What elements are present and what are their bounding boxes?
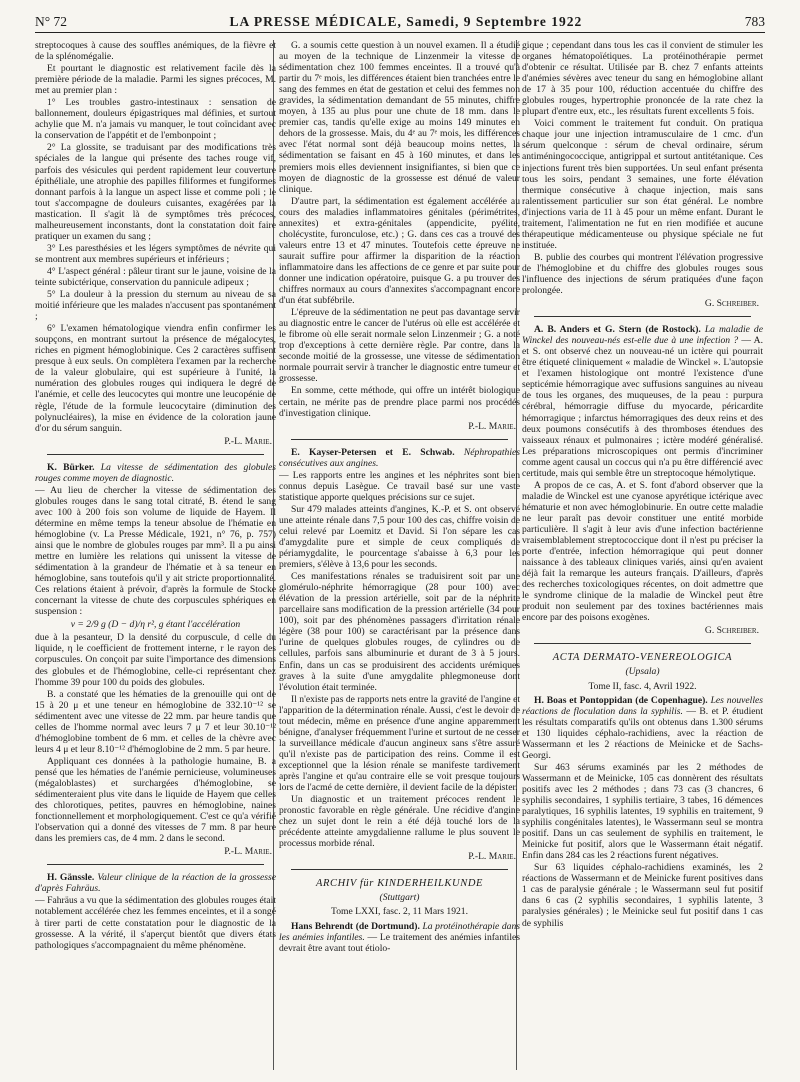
signature: P.-L. Marie. [468,851,516,863]
column-2 [279,40,520,1070]
paragraph: D'autre part, la sédimentation est également accélérée au cours des maladies inflammatoires génitales (périmétrites, annexites) et extra-génitales (appendicite, pyélite, cholécystite, furonculose, etc.) ; G. dans ces cas a trouvé des valeurs entre 13 et 47 minutes. Toutefois cette épreuve ne saurait suffire pour affirmer la disparition de la réaction inflammatoire dans les affections de ce genre et par suite pour donner une indication opératoire, puisque G. a pu trouver des chiffres normaux au cours d'annexites s'accompagnant encore d'un état subfébrile. [279,195,520,307]
journal-heading: ARCHIV für KINDERHEILKUNDE [315,878,484,890]
review-title: Valeur clinique de la réaction de la grossesse d'après Fahräus. [35,872,276,895]
paragraph: 2° La glossite, se traduisant par des modifications très spéciales de la langue qui présente des taches rouge vif, parfois des vésicules qui perdent rapidement leur couverture épithéliale, une atrophie des papilles filiformes et fungiformes donnant parfois à la langue un aspect lisse et comme poli ; le tout s'accompagne de douleurs cuisantes, exagérées par la mastication. Il s'agit là de symptômes très précoces, malheureusement inconstants, dont la constatation doit faire pratiquer un examen du sang ; [35,142,276,242]
column-1 [35,40,276,1070]
section-divider [291,439,508,440]
paragraph: 5° La douleur à la pression du sternum au niveau de sa moitié inférieure que les malades n'accusent pas spontanément ; [35,289,276,323]
paragraph: 1° Les troubles gastro-intestinaux : sensation de ballonnement, douleurs épigastriques mal définies, et surtout achylie que M. n'a jamais vu manquer, le tout coïncidant avec la conservation de l'appétit et de l'embonpoint ; [35,97,276,142]
review-heading [279,447,520,469]
review-title: La protéinothérapie dans les anémies infantiles. [279,920,520,943]
page-number: 783 [744,14,765,29]
paragraph: Sur 463 sérums examinés par les 2 méthodes de Wassermann et de Meinicke, 105 cas donnèrent des résultats positifs avec les 2 méthodes ; dans 73 cas (3 chancres, 6 syphilis secondaires, 1 syphilis tertiaire, 3 tabes, 16 démences paralytiques, 16 syphilis latentes, 19 syphilis en traitement, 9 syphilis congénitales latentes), le Wassermann seul se montra positif. Dans un cas seulement de syphilis en traitement, le Meinicke fut positif, alors que le Wassermann était négatif. Enfin dans 284 cas les 2 réactions furent négatives. [522,761,763,862]
section-divider [47,454,264,455]
review-heading [279,921,520,954]
review-author: A. B. Anders et G. Stern (de Rostock). [534,324,701,336]
signature: P.-L. Marie. [468,420,516,432]
review-author: H. Boas et Pontoppidan (de Copenhague). [534,694,708,706]
paragraph: A propos de ce cas, A. et S. font d'abord observer que la maladie de Winckel est une cyanose apyrétique ictérique avec hématurie et non avec hémoglobinurie. En outre cette maladie ne leur paraît pas devoir constituer une entité morbide particulière. Il s'agit à leur avis d'une infection bactérienne vraisemblablement streptococcique dont il n'est pu préciser la porte d'entrée, infection hémorragique qui peut donner naissance à des tableaux cliniques variés, ainsi qu'en avaient déjà fait la remarque les auteurs français. D'ailleurs, d'après des recherches toxicologiques récentes, on doit admettre que le syndrome clinique de la maladie de Winckel peut être produit non seulement par des toxines bactériennes mais encore par des poisons exogènes. [522,479,763,624]
header-rule [35,32,765,33]
paragraph: — B. et P. étudient les résultats comparatifs qu'ils ont obtenus dans 1.300 sérums et 130 liquides céphalo-rachidiens, avec la réaction de Wassermann et les 2 réactions de Meinicke et de Sachs-Georgi. [522,705,763,761]
paragraph: Sur 479 malades atteints d'angines, K.-P. et S. ont observé une atteinte rénale dans 7,5 pour 100 des cas, chiffre voisin de celui relevé par Loemitz et David. Si l'on sépare les cas d'amygdalite pure et simple de ceux compliqués de périamygdalite, le pourcentage s'abaisse à 6,3 pour les premiers, s'élève à 13,6 pour les seconds. [279,503,520,571]
paragraph: Il n'existe pas de rapports nets entre la gravité de l'angine et l'apparition de la détermination rénale. Aussi, c'est le devoir de tout médecin, même en présence d'une angine apparemment bénigne, d'analyser fréquemment l'urine et surtout de ne cesser la surveillance médicale d'aucun angineux sans s'être assuré qu'il n'existe pas de participation des reins. Comme il est exceptionnel que la lésion rénale se manifeste tardivement après l'angine et qu'au contraire elle se voit presque toujours lors de l'acmé de cette dernière, il devient facile de la dépister. [279,693,520,794]
paragraph: gique ; cependant dans tous les cas il convient de stimuler les organes hématopoïétiques. La protéinothérapie permet d'obtenir ce résultat. Utilisée par B. chez 7 enfants atteints d'anémies sévères avec teneur du sang en hémoglobine allant de 17 à 35 pour 100, réduction accentuée du chiffre des globules rouges, hypertrophie prononcée de la rate chez la plupart d'entre eux, etc., les résultats furent excellents 5 fois. [522,40,763,118]
column-3 [522,40,763,1070]
section-divider [534,316,751,317]
review-heading [35,462,276,484]
paragraph: Et pourtant le diagnostic est relativement facile dès la première période de la maladie. Parmi les signes précoces, M. met au premier plan : [35,63,276,97]
issue-number: N° 72 [35,14,68,29]
review-heading [35,872,276,894]
paragraph: — A. et S. ont observé chez un nouveau-né un ictère qui pourrait être étiqueté cliniquement « maladie de Winckel ». L'autopsie et l'examen histologique ont montré l'existence d'une septicémie hémorragique avec suffusions sanguines au niveau de tous les organes, des muqueuses, de la peau : purpura cérébral, hémorragie diffuse du myocarde, péricardite hémorragique ; infarctus hémorragiques des deux reins et des deux poumons consécutifs à des thromboses étendues des vaisseaux rénaux et pulmonaires ; ictère modéré généralisé. Les préparations microscopiques ont permis d'incriminer comme agent causal un coccus qui n'a pu être différencié avec certitude, mais qui semble être un streptocoque hémolytique. [522,335,763,479]
review-heading [522,695,763,761]
review-author: E. Kayser-Petersen et E. Schwab. [291,446,455,458]
signature: P.-L. Marie. [224,435,272,447]
paragraph: Un diagnostic et un traitement précoces rendent le pronostic favorable en règle générale. Une récidive d'angine chez un sujet dont le rein a été déjà touché lors de la précédente atteinte amygdalienne rallume le plus souvent le processus morbide rénal. [279,794,520,850]
signature: G. Schreiber. [704,625,759,637]
paragraph: — Le traitement des anémies infantiles devrait être avant tout étiolo- [279,931,520,954]
masthead-title: LA PRESSE MÉDICALE, Samedi, 9 Septembre 1922 [229,14,583,29]
journal-heading: ACTA DERMATO-VENEREOLOGICA [552,652,733,664]
section-divider [47,864,264,865]
paragraph: En somme, cette méthode, qui offre un intérêt biologique certain, ne mérite pas de prendre place parmi nos procédés d'investigation clinique. [279,385,520,419]
signature: G. Schreiber. [704,298,759,310]
review-title: Néphropathies consécutives aux angines. [279,446,520,469]
paragraph: 6° L'examen hématologique viendra enfin confirmer les soupçons, en montrant surtout la présence de mégalocytes, riches en pigment hémoglobinique. Ces 2 caractères suffisent presque à eux seuls. On complètera l'examen par la recherche de la valeur globulaire, qui est supérieure à l'unité, la numération des globules rouges qui indiquera le degré de l'anémie, et celle des leucocytes qui montre une leucopénie de règle, l'étude de la formule leucocytaire (diminution des polynucléaires), la mise en évidence de la coloration jaune d'or du sérum sanguin. [35,323,276,434]
journal-city: (Upsala) [625,666,660,678]
paragraph: due à la pesanteur, D la densité du corpuscule, d celle du liquide, η le coefficient de frottement interne, r le rayon des corpuscules. On conçoit par suite l'importance des dimensions des globules et de l'hémoglobine, celle-ci représentant chez l'homme 39 pour 100 du poids des globules. [35,632,276,688]
paragraph: — Les rapports entre les angines et les néphrites sont bien connus depuis Lasègue. Ce travail basé sur une vaste statistique apporte quelques précisions sur ce sujet. [279,469,520,503]
paragraph: 3° Les paresthésies et les légers symptômes de névrite qui se montrent aux membres supérieurs et inférieurs ; [35,242,276,265]
journal-issue: Tome LXXI, fasc. 2, 11 Mars 1921. [331,906,468,918]
paragraph: B. a constaté que les hématies de la grenouille qui ont de 15 à 20 μ et une teneur en hémoglobine de 332.10⁻¹² se sédimentent avec une vitesse de 22 mm. par heure tandis que celles de l'homme normal avec leurs 7 μ 7 et leur 30.10⁻¹² d'hémoglobine tombent de 6 mm. et celles de la chèvre avec leurs 4 μ et leur 8.10⁻¹² d'hémoglobine de 2 mm. 5 par heure. [35,688,276,755]
paragraph: — Fahräus a vu que la sédimentation des globules rouges était notablement accélérée chez les femmes enceintes, et il a songé à tirer parti de cette constatation pour le diagnostic de la grossesse. A la vérité, il s'aperçut bientôt que divers états pathologiques s'accompagnaient du même phénomène. [35,895,276,951]
paragraph: Voici comment le traitement fut conduit. On pratiqua chaque jour une injection intramusculaire de 1 cmc. d'un sérum quelconque : sérum de cheval ordinaire, sérum antiméningococcique, antigrippal et surtout antitétanique. Ces injections furent très bien supportées. Un seul enfant présenta tous les soirs, pendant 3 semaines, une forte élévation thermique consécutive à chaque injection, mais sans ralentissement particulier sur son état général. Le nombre d'injections varia de 11 à 45 pour un même enfant. Durant le traitement, l'alimentation ne fut en rien modifiée et aucune thérapeutique médicamenteuse ou physique spéciale ne fut instituée. [522,118,763,251]
journal-city: (Stuttgart) [379,892,420,904]
paragraph: B. publie des courbes qui montrent l'élévation progressive de l'hémoglobine et du chiffre des globules rouges sous l'influence des injections de sérum pratiquées d'une façon prolongée. [522,251,763,297]
review-title: La vitesse de sédimentation des globules rouges comme moyen de diagnostic. [35,461,276,484]
stokes-formula: v = 2/9 g (D − d)/η r², g étant l'accélération [70,619,241,631]
section-divider [291,869,508,870]
paragraph: streptocoques à cause des souffles anémiques, de la fièvre et de la splénomégalie. [35,40,276,63]
paragraph: — Au lieu de chercher la vitesse de sédimentation des globules rouges dans le sang total citraté, B. étend le sang avec 100 à 200 fois son volume de liquide de Hayem. Il détermine en même temps la teneur absolue de l'hématie en hémoglobine (v. La Presse Médicale, 1921, n° 76, p. 757) ainsi que le nombre de globules rouges par mm³. Il a pu ainsi mettre en lumière les relations qui unissent la vitesse de sédimentation à la grandeur de l'hématie et à sa teneur en hémoglobine, sans toutefois qu'il y ait stricte proportionnalité. Ces relations étaient à prévoir, d'après la formule de Stocke concernant la vitesse de chute des corpuscules sphériques en suspension : [35,484,276,618]
paragraph: L'épreuve de la sédimentation ne peut pas davantage servir au diagnostic entre le cancer de l'utérus où elle est accélérée et le fibrome où elle serait normale selon Linzenmeir ; G. a noté trop d'exceptions à cette dernière règle. Par contre, dans la seconde moitié de la grossesse, une vitesse de sédimentation normale pourrait servir à trancher le diagnostic entre tumeur et grossesse. [279,307,520,385]
paragraph: Ces manifestations rénales se traduisirent soit par une glomérulo-néphrite hémorragique (28 pour 100) avec élévation de la pression artérielle, soit par de la néphrite parcellaire sans modification de la pression artérielle (34 pour 100), soit par des phénomènes passagers d'irritation rénale légère (38 pour 100) se caractérisant par la présence dans l'urine de quelques globules rouges, de cylindres ou de cellules, parfois sans albuminurie et durant de 3 à 5 jours. Enfin, dans un cas se produisirent des accidents urémiques graves à la suite d'une amygdalite phlegmoneuse dont l'évolution était terminée. [279,571,520,693]
review-heading [522,324,763,479]
review-title: La maladie de Winckel des nouveau-nés est-elle due à une infection ? [522,324,763,347]
review-author: K. Bürker. [47,461,95,473]
paragraph: G. a soumis cette question à un nouvel examen. Il a étudié au moyen de la technique de Linzenmeir la vitesse de sédimentation chez 100 femmes enceintes. Il a trouvé qu'à partir du 7ᵉ mois, les différences étaient bien tranchées entre le sang des femmes en état de gestation et celui des femmes non gravides, la sédimentation demandant de 55 minutes, chiffre moyen, à 135 au plus pour une chute de 18 mm. dans le premier cas, tandis qu'elle exige au moins 149 minutes en dehors de la grossesse. Mais, du 4ᵉ au 7ᵉ mois, les différences avec l'état normal sont déjà beaucoup moins nettes, la sédimentation se faisant en 45 à 160 minutes, et dans les premiers mois elles deviennent insignifiantes, si bien que ce moyen de diagnostic de la grossesse est dénué de valeur clinique. [279,40,520,195]
paragraph: Sur 63 liquides céphalo-rachidiens examinés, les 2 réactions de Wassermann et de Meinicke furent positives dans 1 cas de paralysie générale ; le Wassermann seul fut positif dans 6 cas (2 syphilis secondaires, 1 syphilis latente, 3 paralysies générales) ; le Meinicke seul fut positif dans 1 cas de syphilis [522,862,763,929]
journal-issue: Tome II, fasc. 4, Avril 1922. [588,680,697,692]
review-title: Les nouvelles réactions de floculation dans la syphilis. [522,694,763,717]
review-author: H. Gänssle. [47,872,95,884]
paragraph: 4° L'aspect général : pâleur tirant sur le jaune, voisine de la teinte subictérique, conservation du pannicule adipeux ; [35,265,276,288]
paragraph: Appliquant ces données à la pathologie humaine, B. a pensé que les hématies de l'anémie pernicieuse, volumineuses (mégaloblastes) et surchargées d'hémoglobine, se sédimenteraient plus vite dans le liquide de Hayem que celles des chlorotiques, petites, pauvres en hémoglobine, naines fonctionnellement et morphologiquement. C'est ce qu'a vérifié l'observation qui a donné des vitesses de 7 mm. 8 par heure dans les premiers cas, de 4 mm. 2 dans le second. [35,755,276,845]
signature: P.-L. Marie. [224,846,272,858]
review-author: Hans Behrendt (de Dortmund). [291,920,420,932]
section-divider [534,643,751,644]
page-header [35,8,765,30]
